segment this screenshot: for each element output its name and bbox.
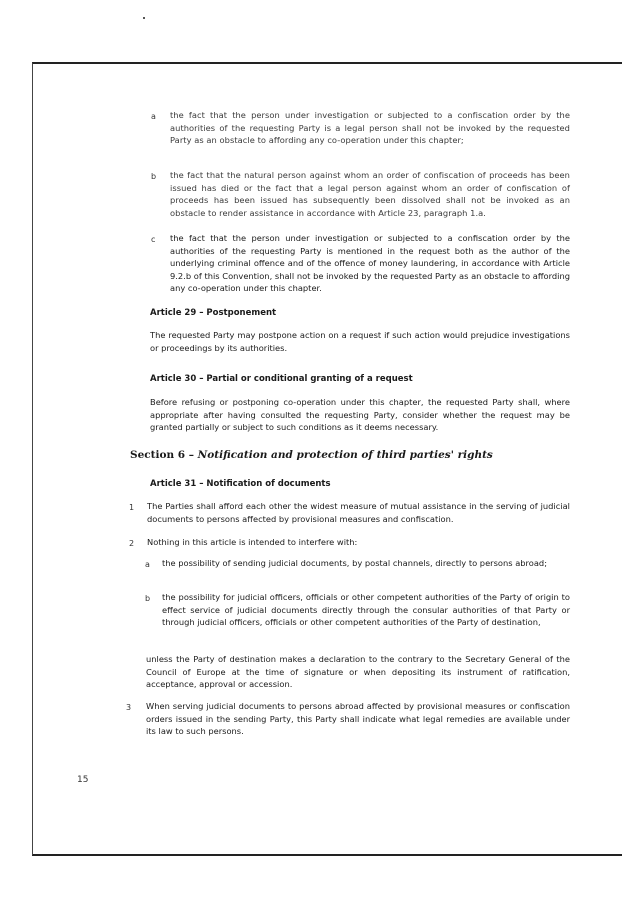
section-6-prefix: Section 6 – (130, 449, 198, 461)
paragraph-1-text: The Parties shall afford each other the widest measure of mutual assistance in the serving of judicial documents to persons affected by provisional measures and confiscation. (147, 501, 570, 524)
paragraph-2-tail: unless the Party of destination makes a declaration to the contrary to the Secretary General of the Council of Europe at the time of signature or when depositing its instrument of ratification, acceptance, approval or accession. (146, 654, 570, 690)
item-b-text: the fact that the natural person against whom an order of confiscation of proceeds has been issued has died or the fact that a legal person against whom an order of confiscation of proceeds has been issued has subsequently been dissolved shall not be invoked as an obstacle to render assistance in accordance with Article 23, paragraph 1.a. (170, 170, 570, 218)
page-number: 15 (77, 775, 89, 785)
item-a-marker: a (151, 112, 156, 121)
item-a-text: the fact that the person under investigation or subjected to a confiscation order by the authorities of the requesting Party is a legal person shall not be invoked by the requested Party as an obstacle to affording any co-operation under this chapter; (170, 110, 570, 146)
section-6-heading (130, 449, 493, 461)
article-29-text: The requested Party may postpone action on a request if such action would prejudice investigations or proceedings by its authorities. (150, 330, 570, 353)
paragraph-2b-text: the possibility for judicial officers, officials or other competent authorities of the Party of origin to effect service of judicial documents directly through the consular authorities of that Party or through judicial officers, officials or other competent authorities of the Party of destination, (162, 592, 570, 628)
scan-speck (143, 17, 145, 19)
paragraph-2a-text: the possibility of sending judicial documents, by postal channels, directly to persons abroad; (162, 558, 547, 568)
section-6-title: Notification and protection of third parties' rights (197, 449, 493, 461)
paragraph-2b-marker: b (145, 594, 151, 603)
paragraph-2a-marker: a (145, 560, 150, 569)
article-31-heading: Article 31 – Notification of documents (150, 479, 331, 489)
paragraph-1-number: 1 (129, 503, 135, 512)
article-29-heading: Article 29 – Postponement (150, 308, 277, 318)
item-c-marker: c (151, 235, 156, 244)
item-b-marker: b (151, 172, 157, 181)
item-c-text: the fact that the person under investigation or subjected to a confiscation order by the authorities of the requesting Party is mentioned in the request both as the author of the underlying criminal offence and of the offence of money laundering, in accordance with Article 9.2.b of this Convention, shall not be invoked by the requested Party as an obstacle to affording any co-operation under this chapter. (170, 233, 570, 294)
paragraph-2-text: Nothing in this article is intended to interfere with: (147, 537, 358, 547)
paragraph-3-number: 3 (126, 703, 132, 712)
paragraph-2-number: 2 (129, 539, 135, 548)
article-30-text: Before refusing or postponing co-operation under this chapter, the requested Party shall, where appropriate after having consulted the requesting Party, consider whether the request may be granted partially or subject to such conditions as it deems necessary. (150, 397, 570, 433)
article-30-heading: Article 30 – Partial or conditional granting of a request (150, 374, 413, 384)
paragraph-3-text: When serving judicial documents to persons abroad affected by provisional measures or confiscation orders issued in the sending Party, this Party shall indicate what legal remedies are available under its law to such persons. (146, 701, 570, 737)
